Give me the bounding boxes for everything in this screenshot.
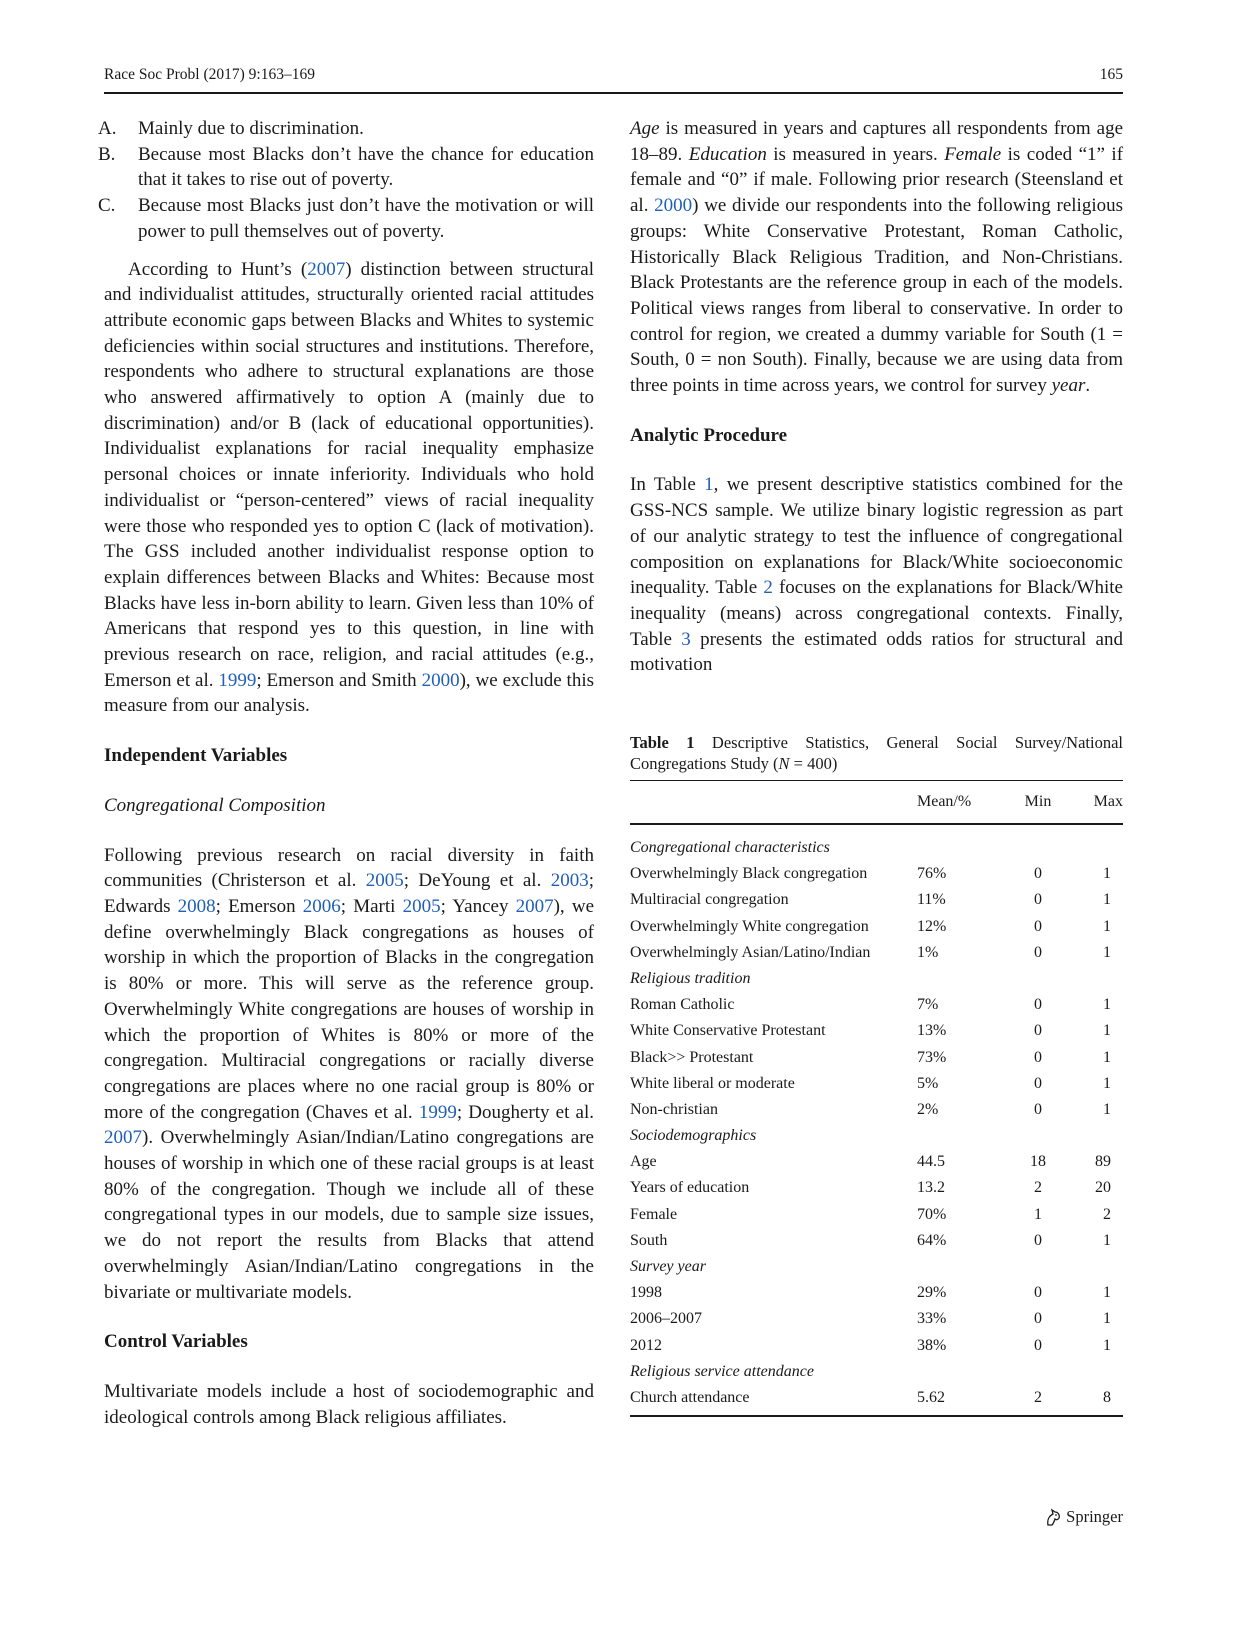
right-column (630, 116, 1123, 1417)
table-group-row (630, 1254, 1123, 1280)
running-header-page-number: 165 (1099, 66, 1123, 83)
row-label: 2006–2007 (630, 1310, 702, 1328)
table-group-row (630, 824, 1123, 861)
citation-link[interactable]: 1999 (418, 1101, 457, 1123)
cell-mean: 11% (917, 891, 946, 909)
row-label: Non-christian (630, 1100, 718, 1118)
table-group-row (630, 966, 1123, 992)
cell-mean: 7% (917, 996, 939, 1014)
table-group-label: Congregational characteristics (630, 839, 830, 856)
cell-max: 1 (1103, 1048, 1111, 1066)
cell-mean: 73% (917, 1048, 947, 1066)
cell-mean: 64% (917, 1231, 947, 1249)
header-rule (104, 92, 1123, 94)
publisher-name: Springer (1066, 1507, 1123, 1526)
cell-max: 1 (1103, 1336, 1111, 1354)
column-header-max: Max (1073, 781, 1123, 824)
paragraph-control-variables: Multivariate models include a host of sociodemographic and ideological controls among Black religious affiliates. (104, 1380, 594, 1428)
table-row (630, 992, 1123, 1018)
cell-min: 0 (1034, 1074, 1042, 1092)
row-label: Black>> Protestant (630, 1048, 754, 1066)
table-row (630, 940, 1123, 966)
row-label: Multiracial congregation (630, 891, 789, 909)
table-row (630, 1070, 1123, 1096)
cell-max: 1 (1103, 1074, 1111, 1092)
running-header-journal: Race Soc Probl (2017) 9:163–169 (104, 66, 315, 83)
table-reference-link[interactable]: 1 (704, 474, 714, 496)
table-row (630, 1280, 1123, 1306)
citation-link[interactable]: 2005 (365, 870, 404, 892)
cell-min: 0 (1034, 1336, 1042, 1354)
cell-max: 1 (1103, 1284, 1111, 1302)
cell-max: 1 (1103, 917, 1111, 935)
cell-max: 1 (1103, 943, 1111, 961)
table-reference-link[interactable]: 2 (763, 577, 773, 599)
section-heading-independent-variables: Independent Variables (104, 745, 288, 767)
citation-link[interactable]: 2007 (307, 258, 346, 280)
citation-link[interactable]: 2008 (177, 895, 216, 917)
cell-min: 2 (1034, 1179, 1042, 1197)
paragraph-measures: Age is measured in years and captures all respondents from age 18–89. Education is measured in years. Female is coded “1” if female and “0” if male. Following prior research (Steensland et al. 2000) we divide our respondents into the following religious groups: White Conservative Protestant, Roman Catholic, Historically Black Religious Tradition, and Non-Christians. Black Protestants are the reference group in each of the models. Political views ranges from liberal to conservative. In order to control for region, we created a dummy variable for South (1 = South, 0 = non South). Finally, because we are using data from three points in time across years, we control for survey year. (630, 118, 1124, 397)
table-row (630, 1149, 1123, 1175)
cell-min: 0 (1034, 865, 1042, 883)
option-letter: C. (98, 195, 116, 217)
row-label: Years of education (630, 1179, 750, 1197)
table-row (630, 913, 1123, 939)
column-header (630, 781, 917, 824)
cell-min: 0 (1034, 996, 1042, 1014)
cell-min: 0 (1034, 1284, 1042, 1302)
table-group-row (630, 1123, 1123, 1149)
row-label: Overwhelmingly Black congregation (630, 865, 868, 883)
cell-max: 20 (1095, 1179, 1111, 1197)
option-letter: B. (98, 143, 116, 165)
paragraph-analytic-procedure: In Table 1, we present descriptive statistics combined for the GSS-NCS sample. We utilize binary logistic regression as part of our analytic strategy to test the influence of congregational composition on explanations for Black/White socioeconomic inequality. Table 2 focuses on the explanations for Black/White inequality (means) across congregational contexts. Finally, Table 3 presents the estimated odds ratios for structural and motivation (630, 474, 1123, 676)
cell-mean: 13.2 (917, 1179, 945, 1197)
option-text: Mainly due to discrimination. (138, 118, 364, 139)
cell-max: 1 (1103, 1022, 1111, 1040)
paragraph-hunt-distinction: According to Hunt’s (2007) distinction between structural and individualist attitudes, structurally oriented racial attitudes attribute economic gaps between Blacks and Whites to systemic deficiencies within social structures and institutions. Therefore, respondents who adhere to structural explanations are those who answered affirmatively to option A (mainly due to discrimination) and/or B (lack of educational opportunities). Individualist explanations for racial inequality emphasize personal choices or innate inferiority. Individuals who hold individualist or “person-centered” views of racial inequality were those who responded yes to option C (lack of motivation). The GSS included another individualist response option to explain differences between Blacks and Whites: Because most Blacks have less in-born ability to learn. Given less than 10% of Americans that respond yes to this question, in line with previous research on race, religion, and racial attitudes (e.g., Emerson et al. 1999; Emerson and Smith 2000), we exclude this measure from our analysis. (104, 258, 594, 717)
cell-max: 1 (1103, 996, 1111, 1014)
cell-mean: 5% (917, 1074, 939, 1092)
row-label: Overwhelmingly White congregation (630, 917, 869, 935)
cell-max: 89 (1095, 1153, 1111, 1171)
cell-mean: 5.62 (917, 1385, 1003, 1416)
paragraph-congregational-composition: Following previous research on racial diversity in faith communities (Christerson et al. 2005; DeYoung et al. 2003; Edwards 2008; Emerson 2006; Marti 2005; Yancey 2007), we define overwhelmingly Black congregations as houses of worship in which the proportion of Blacks in the congregation is 80% or more. This will serve as the reference group. Overwhelmingly White congregations are houses of worship in which the proportion of Whites is 80% or more of the congregation. Multiracial congregations or racially diverse congregations are places where no one racial group is 80% or more of the congregation (Chaves et al. 1999; Dougherty et al. 2007). Overwhelmingly Asian/Indian/Latino congregations are houses of worship in which one of these racial groups is at least 80% of the congregation. Though we include all of these congregational types in our models, due to sample size issues, we do not report the results from Blacks that attend overwhelmingly Asian/Indian/Latino congregations in the bivariate or multivariate models. (104, 844, 594, 1303)
cell-mean: 13% (917, 1022, 947, 1040)
cell-min: 0 (1034, 917, 1042, 935)
table-row (630, 1385, 1123, 1416)
cell-mean: 2% (917, 1100, 939, 1118)
section-heading-analytic-procedure: Analytic Procedure (630, 424, 788, 446)
table-caption: Table 1 Descriptive Statistics, General Social Survey/National Congregations Study (N = 400) (630, 733, 1123, 774)
cell-max: 1 (1103, 891, 1111, 909)
cell-min: 0 (1034, 1022, 1042, 1040)
cell-min: 0 (1034, 1048, 1042, 1066)
row-label: White Conservative Protestant (630, 1022, 826, 1040)
cell-max: 1 (1103, 1231, 1111, 1249)
cell-max: 2 (1103, 1205, 1111, 1223)
option-text: Because most Blacks just don’t have the motivation or will power to pull themselves out of poverty. (138, 195, 594, 242)
citation-link[interactable]: 2006 (302, 895, 341, 917)
descriptive-statistics-table (630, 780, 1123, 1417)
cell-max: 8 (1073, 1385, 1123, 1416)
table-row (630, 1201, 1123, 1227)
citation-link[interactable]: 2003 (550, 870, 589, 892)
cell-mean: 38% (917, 1336, 947, 1354)
left-column (98, 116, 594, 1430)
cell-max: 1 (1103, 865, 1111, 883)
cell-max: 1 (1103, 1310, 1111, 1328)
row-label: 1998 (630, 1284, 662, 1302)
option-letter: A. (98, 118, 117, 139)
citation-link[interactable]: 2007 (104, 1127, 142, 1149)
option-text: Because most Blacks don’t have the chance for education that it takes to rise out of poverty. (138, 143, 594, 191)
table-group-label: Religious tradition (630, 969, 751, 987)
row-label: Female (630, 1205, 678, 1223)
cell-mean: 70% (917, 1205, 947, 1223)
option-item (98, 193, 594, 244)
citation-link[interactable]: 1999 (218, 669, 257, 691)
citation-link[interactable]: 2005 (402, 895, 441, 917)
row-label: Age (630, 1153, 657, 1171)
table-row (630, 1097, 1123, 1123)
table-row (630, 1175, 1123, 1201)
subsection-heading-congregational-composition: Congregational Composition (104, 794, 326, 816)
table-row (630, 1044, 1123, 1070)
row-label: Roman Catholic (630, 996, 735, 1014)
cell-mean: 33% (917, 1310, 947, 1328)
table-row (630, 1228, 1123, 1254)
table-row (630, 1306, 1123, 1332)
option-item (98, 116, 594, 142)
row-label: White liberal or moderate (630, 1074, 795, 1092)
cell-max: 1 (1103, 1100, 1111, 1118)
cell-mean: 29% (917, 1284, 947, 1302)
cell-mean: 1% (917, 943, 939, 961)
row-label: Overwhelmingly Asian/Latino/Indian (630, 943, 871, 961)
cell-min: 0 (1034, 891, 1042, 909)
publisher-logo (1044, 1507, 1123, 1527)
citation-link[interactable]: 2000 (654, 195, 693, 217)
cell-min: 1 (1034, 1205, 1042, 1223)
options-list (98, 116, 594, 245)
cell-min: 18 (1030, 1153, 1046, 1171)
cell-min: 2 (1003, 1385, 1073, 1416)
section-heading-control-variables: Control Variables (104, 1331, 248, 1353)
cell-min: 0 (1034, 943, 1042, 961)
table-group-row (630, 1359, 1123, 1385)
column-header-min: Min (1003, 781, 1073, 824)
table-row (630, 861, 1123, 887)
option-item (98, 142, 594, 193)
cell-mean: 76% (917, 865, 947, 883)
table-row (630, 1332, 1123, 1358)
cell-min: 0 (1034, 1231, 1042, 1249)
table-row (630, 1018, 1123, 1044)
springer-horse-icon (1044, 1507, 1062, 1527)
cell-mean: 12% (917, 917, 947, 935)
citation-link[interactable]: 2007 (515, 895, 554, 917)
cell-min: 0 (1034, 1100, 1042, 1118)
table-header-row (630, 781, 1123, 824)
table-group-label: Religious service attendance (630, 1362, 814, 1380)
row-label: South (630, 1231, 668, 1249)
cell-mean: 44.5 (917, 1153, 945, 1171)
row-label: 2012 (630, 1336, 662, 1354)
table-group-label: Sociodemographics (630, 1127, 757, 1145)
table-row (630, 887, 1123, 913)
citation-link[interactable]: 2000 (421, 669, 460, 691)
table-reference-link[interactable]: 3 (681, 628, 691, 650)
table-group-label: Survey year (630, 1258, 706, 1275)
column-header-mean: Mean/% (917, 781, 1003, 824)
row-label: Church attendance (630, 1385, 917, 1416)
cell-min: 0 (1034, 1310, 1042, 1328)
